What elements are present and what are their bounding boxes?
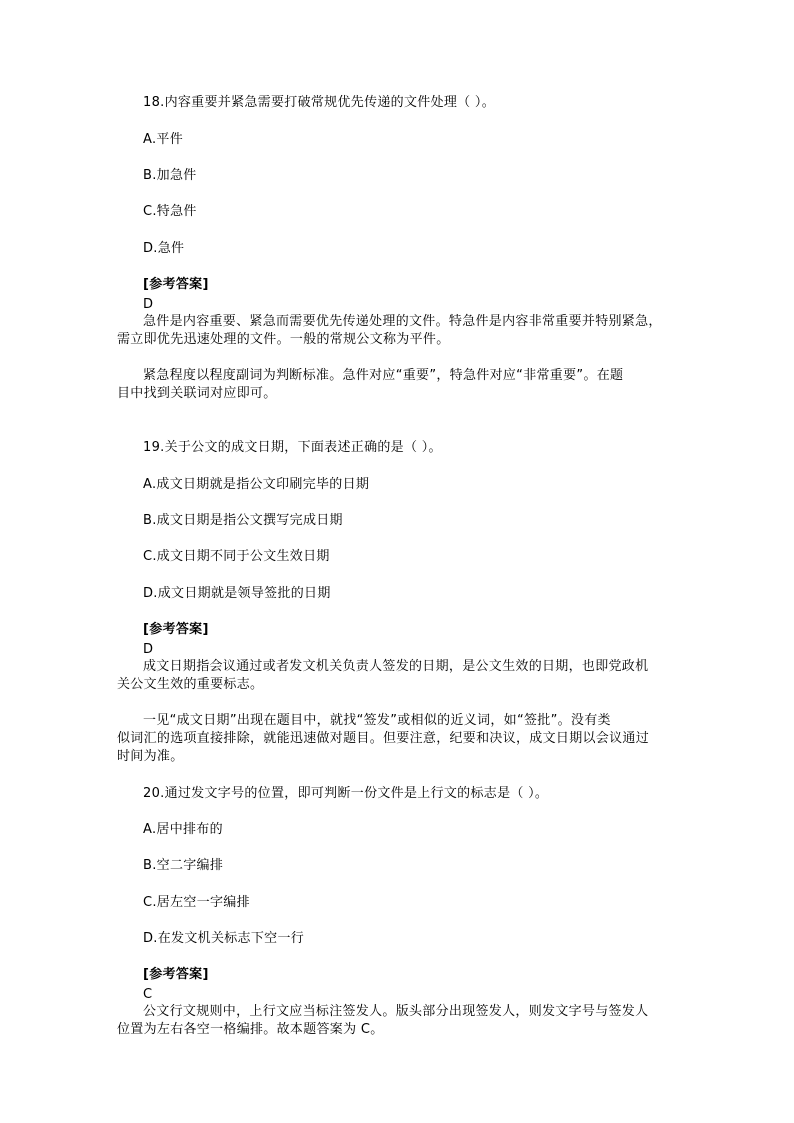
- question-19-stem: 19.关于公文的成文日期，下面表述正确的是（ ）。: [143, 440, 442, 455]
- question-19-option-a: A.成文日期就是指公文印刷完毕的日期: [143, 477, 370, 492]
- question-19-explanation-line-1: 成文日期指会议通过或者发文机关负责人签发的日期，是公文生效的日期，也即党政机: [143, 659, 649, 674]
- question-20-option-a: A.居中排布的: [143, 822, 223, 837]
- question-18-answer: D: [143, 297, 154, 312]
- question-18-explanation-line-1: 急件是内容重要、紧急而需要优先传递处理的文件。特急件是内容非常重要并特别紧急，: [143, 314, 662, 329]
- question-18-explanation-line-2: 需立即优先迅速处理的文件。一般的常规公文称为平件。: [117, 332, 450, 347]
- question-20-answer: C: [143, 987, 153, 1002]
- question-18-option-d: D.急件: [143, 241, 185, 256]
- question-19-option-d: D.成文日期就是领导签批的日期: [143, 586, 331, 601]
- question-19-tip-line-3: 时间为准。: [117, 749, 184, 764]
- question-20-explanation-line-2: 位置为左右各空一格编排。故本题答案为 C。: [117, 1022, 384, 1037]
- question-18-answer-heading: [参考答案]: [143, 277, 209, 292]
- question-18-stem: 18.内容重要并紧急需要打破常规优先传递的文件处理（ ）。: [143, 95, 496, 110]
- question-20-stem: 20.通过发文字号的位置，即可判断一份文件是上行文的标志是（ ）。: [143, 786, 549, 801]
- question-20-option-c: C.居左空一字编排: [143, 895, 250, 910]
- question-20-answer-heading: [参考答案]: [143, 967, 209, 982]
- question-18-tip-line-2: 目中找到关联词对应即可。: [117, 386, 277, 401]
- question-19-tip-line-2: 似词汇的选项直接排除，就能迅速做对题目。但要注意，纪要和决议，成文日期以会议通过: [117, 731, 650, 746]
- question-20-option-d: D.在发文机关标志下空一行: [143, 931, 305, 946]
- question-19-tip-line-1: 一见“成文日期”出现在题目中，就找“签发”或相似的近义词，如“签批”。没有类: [143, 713, 611, 728]
- question-20-explanation-line-1: 公文行文规则中，上行文应当标注签发人。版头部分出现签发人，则发文字号与签发人: [143, 1004, 649, 1019]
- question-18-option-a: A.平件: [143, 132, 183, 147]
- question-18-option-b: B.加急件: [143, 168, 197, 183]
- question-19-answer: D: [143, 642, 154, 657]
- question-19-option-b: B.成文日期是指公文撰写完成日期: [143, 513, 343, 528]
- question-19-answer-heading: [参考答案]: [143, 622, 209, 637]
- question-20-option-b: B.空二字编排: [143, 858, 224, 873]
- question-19-explanation-line-2: 关公文生效的重要标志。: [117, 677, 264, 692]
- question-18-option-c: C.特急件: [143, 204, 197, 219]
- question-19-option-c: C.成文日期不同于公文生效日期: [143, 549, 330, 564]
- question-18-tip-line-1: 紧急程度以程度副词为判断标准。急件对应“重要”，特急件对应“非常重要”。在题: [143, 368, 624, 383]
